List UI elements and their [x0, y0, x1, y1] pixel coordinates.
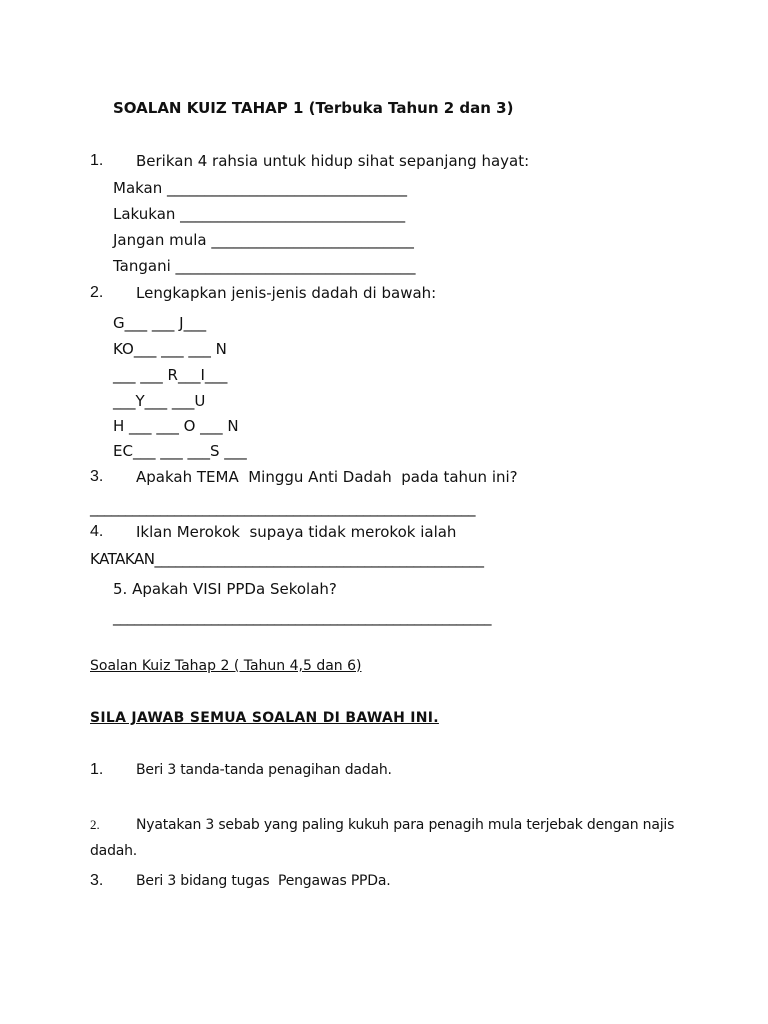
q3-number: 3. — [90, 468, 104, 485]
q4-number: 4. — [90, 523, 104, 540]
section1-title: SOALAN KUIZ TAHAP 1 (Terbuka Tahun 2 dan 3) — [113, 99, 514, 117]
q5-answer-line: ______________________________________________________ — [113, 608, 491, 626]
section2-title: Soalan Kuiz Tahap 2 ( Tahun 4,5 dan 6) — [90, 658, 362, 674]
q2-number: 2. — [90, 284, 104, 301]
q1-item-lakukan: Lakukan ______________________________ — [113, 205, 406, 223]
q1-item-jangan-mula: Jangan mula ___________________________ — [113, 231, 414, 249]
q2-item: EC___ ___ ___S ___ — [113, 442, 247, 460]
s2-q2-number: 2. — [90, 817, 100, 832]
s2-q2-text: Nyatakan 3 sebab yang paling kukuh para penagih mula terjebak dengan najis — [136, 817, 675, 833]
q3-text: Apakah TEMA Minggu Anti Dadah pada tahun ini? — [136, 468, 518, 486]
q2-item: KO___ ___ ___ N — [113, 340, 227, 358]
q2-item: H ___ ___ O ___ N — [113, 417, 239, 435]
section2-instruction: SILA JAWAB SEMUA SOALAN DI BAWAH INI. — [90, 710, 439, 726]
q2-text: Lengkapkan jenis-jenis dadah di bawah: — [136, 284, 437, 302]
q4-answer-line: KATAKAN_______________________________________________ — [90, 550, 484, 568]
s2-q3-number: 3. — [90, 872, 104, 889]
q1-number: 1. — [90, 152, 104, 169]
q1-item-tangani: Tangani ________________________________ — [113, 257, 416, 275]
s2-q1-text: Beri 3 tanda-tanda penagihan dadah. — [136, 762, 392, 778]
s2-q3-text: Beri 3 bidang tugas Pengawas PPDa. — [136, 873, 391, 889]
q5-text: 5. Apakah VISI PPDa Sekolah? — [113, 580, 337, 598]
s2-q2-continuation: dadah. — [90, 843, 138, 859]
q4-text: Iklan Merokok supaya tidak merokok ialah — [136, 523, 457, 541]
s2-q1-number: 1. — [90, 761, 104, 778]
q3-answer-line: _______________________________________________________ — [90, 499, 475, 517]
q2-item: ___Y___ ___U — [113, 392, 206, 410]
q2-item: ___ ___ R___I___ — [113, 366, 228, 384]
q2-item: G___ ___ J___ — [113, 314, 207, 332]
q1-item-makan: Makan ________________________________ — [113, 179, 408, 197]
q1-text: Berikan 4 rahsia untuk hidup sihat sepanjang hayat: — [136, 152, 530, 170]
